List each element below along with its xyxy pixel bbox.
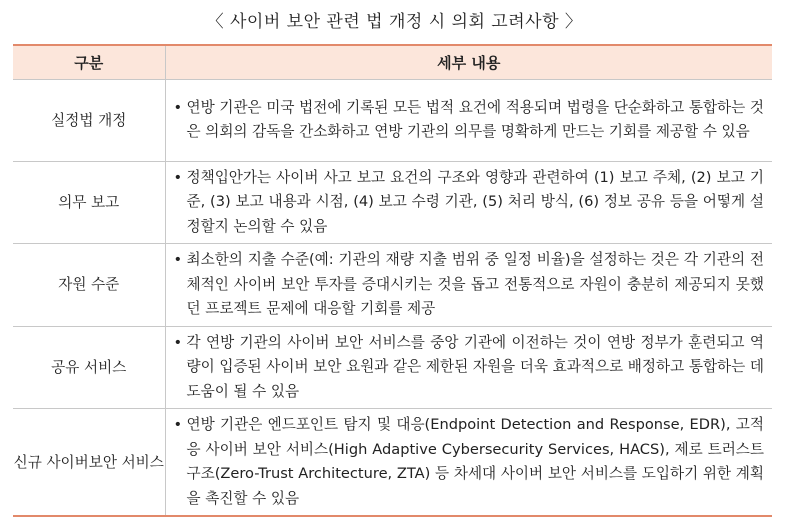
row-category: 자원 수준 bbox=[13, 244, 165, 327]
row-category: 신규 사이버보안 서비스 bbox=[13, 409, 165, 517]
table-row bbox=[13, 79, 772, 161]
row-detail: 정책입안가는 사이버 사고 보고 요건의 구조와 영향과 관련하여 (1) 보고 주체, (2) 보고 기준, (3) 보고 내용과 시점, (4) 보고 수령 기관, (5) 처리 방식, (6) 정보 공유 등을 어떻게 설정할지 논의할 수 있음 bbox=[186, 168, 764, 235]
row-category: 실정법 개정 bbox=[13, 79, 165, 161]
row-detail: 연방 기관은 엔드포인트 탐지 및 대응(Endpoint Detection and Response, EDR), 고적응 사이버 보안 서비스(High Adaptive Cybersecurity Services, HACS), 제로 트러스트 구조(Zero-Trust Architecture, ZTA) 등 차세대 사이버 보안 서비스를 도입하기 위한 계획을 촉진할 수 있음 bbox=[186, 416, 764, 507]
row-detail-cell bbox=[165, 79, 772, 161]
bullet-icon: • bbox=[173, 98, 183, 116]
table-row bbox=[13, 326, 772, 409]
table-row bbox=[13, 409, 772, 517]
table-header-row bbox=[13, 45, 772, 79]
row-detail: 연방 기관은 미국 법전에 기록된 모든 법적 요건에 적용되며 법령을 단순화하고 통합하는 것은 의회의 감독을 간소화하고 연방 기관의 의무를 명확하게 만드는 기회를 제공할 수 있음 bbox=[186, 98, 764, 140]
row-detail-cell bbox=[165, 409, 772, 517]
header-category: 구분 bbox=[13, 45, 165, 79]
bullet-icon: • bbox=[173, 168, 183, 186]
table-row bbox=[13, 161, 772, 244]
row-detail-cell bbox=[165, 244, 772, 327]
considerations-table bbox=[13, 44, 772, 517]
row-detail: 각 연방 기관의 사이버 보안 서비스를 중앙 기관에 이전하는 것이 연방 정부가 훈련되고 역량이 입증된 사이버 보안 요원과 같은 제한된 자원을 더욱 효과적으로 배정하고 통합하는 데 도움이 될 수 있음 bbox=[186, 333, 764, 400]
row-category: 의무 보고 bbox=[13, 161, 165, 244]
row-detail-cell bbox=[165, 326, 772, 409]
row-detail-cell bbox=[165, 161, 772, 244]
table-title: 〈 사이버 보안 관련 법 개정 시 의회 고려사항 〉 bbox=[206, 12, 583, 32]
table-row bbox=[13, 244, 772, 327]
row-detail: 최소한의 지출 수준(예: 기관의 재량 지출 범위 중 일정 비율)을 설정하는 것은 각 기관의 전체적인 사이버 보안 투자를 증대시키는 것을 돕고 전통적으로 자원이 충분히 제공되지 못했던 프로젝트 문제에 대응할 기회를 제공 bbox=[186, 251, 764, 317]
bullet-icon: • bbox=[173, 251, 183, 268]
header-detail: 세부 내용 bbox=[165, 45, 772, 79]
row-category: 공유 서비스 bbox=[13, 326, 165, 409]
bullet-icon: • bbox=[173, 333, 183, 351]
bullet-icon: • bbox=[173, 416, 183, 433]
